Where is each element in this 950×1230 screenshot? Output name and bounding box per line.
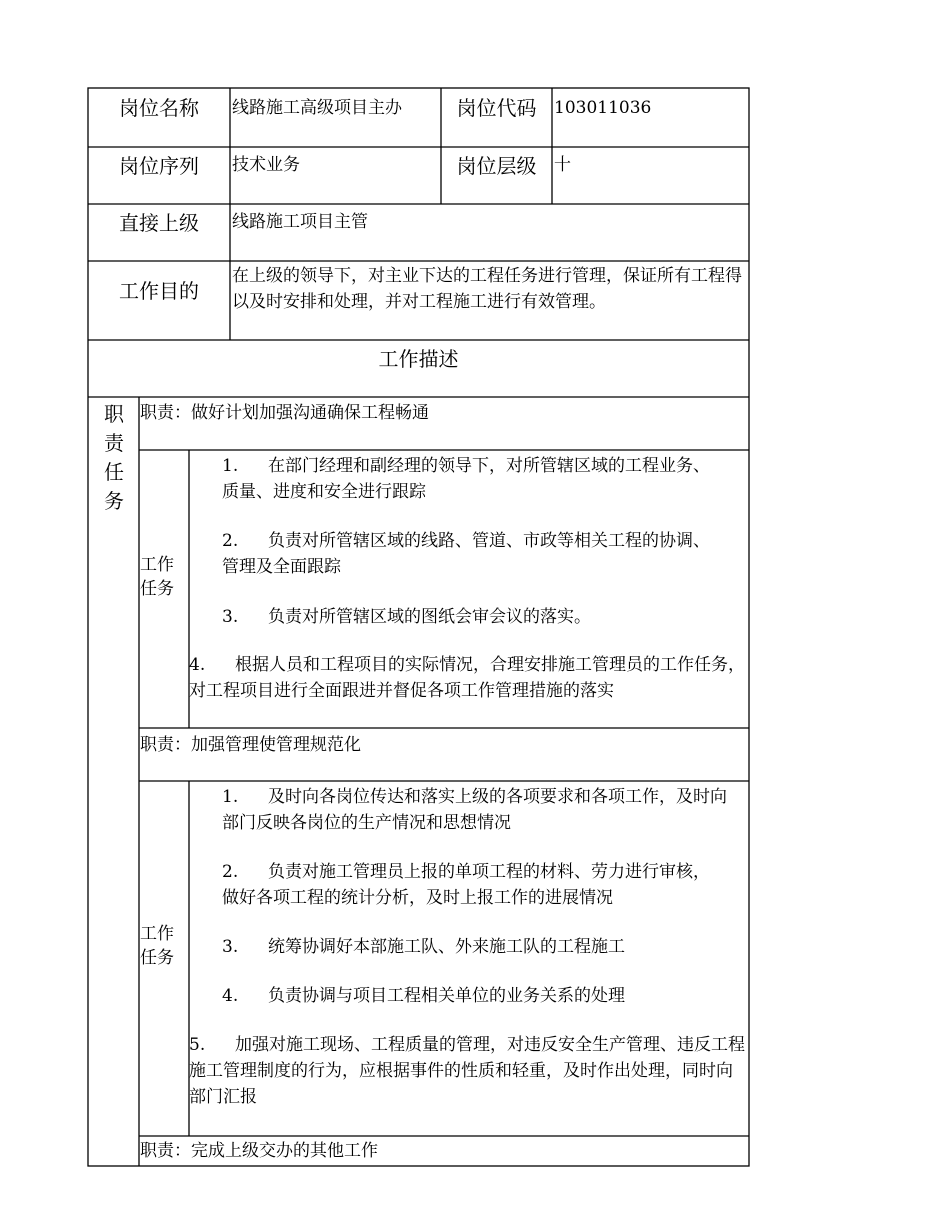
list-item (222, 528, 722, 580)
list-item-number: 1. (222, 787, 239, 807)
post-name-label: 岗位名称 (119, 96, 199, 120)
post-level-value: 十 (554, 155, 571, 175)
post-code-value: 103011036 (554, 98, 652, 118)
duty-side-label: 职责任务 (104, 402, 124, 513)
list-item (222, 934, 722, 960)
list-item-number: 4. (189, 655, 206, 675)
task-label: 工作任务 (140, 924, 174, 968)
post-seq-value: 技术业务 (232, 155, 300, 175)
superior-label: 直接上级 (119, 211, 199, 235)
list-item-text: 统筹协调好本部施工队、外来施工队的工程施工 (268, 937, 625, 957)
objective-value: 在上级的领导下，对主业下达的工程任务进行管理，保证所有工程得以及时安排和处理，并对工程施工进行有效管理。 (232, 266, 742, 312)
list-item-number: 2. (222, 862, 239, 882)
list-item-text: 负责对施工管理员上报的单项工程的材料、劳力进行审核，做好各项工程的统计分析，及时上报工作的进展情况 (222, 862, 710, 908)
objective-label: 工作目的 (119, 279, 199, 303)
list-item-text: 负责协调与项目工程相关单位的业务关系的处理 (268, 986, 625, 1006)
list-item-number: 3. (222, 607, 239, 627)
list-item-number: 5. (189, 1035, 206, 1055)
post-seq-label: 岗位序列 (119, 154, 199, 178)
description-title: 工作描述 (378, 347, 459, 371)
duty-title: 职责：做好计划加强沟通确保工程畅通 (140, 403, 429, 423)
list-item-text: 根据人员和工程项目的实际情况，合理安排施工管理员的工作任务，对工程项目进行全面跟进并督促各项工作管理措施的落实 (189, 655, 745, 701)
post-name-value: 线路施工高级项目主办 (232, 98, 402, 118)
post-level-label: 岗位层级 (456, 154, 537, 178)
duty-title: 职责：完成上级交办的其他工作 (140, 1141, 378, 1161)
list-item (222, 453, 722, 505)
task-label: 工作任务 (140, 555, 174, 599)
list-item-text: 负责对所管辖区域的图纸会审会议的落实。 (268, 607, 591, 627)
list-item-number: 1. (222, 456, 239, 476)
post-code-label: 岗位代码 (456, 96, 537, 120)
list-item (189, 1032, 745, 1110)
list-item-number: 3. (222, 937, 239, 957)
list-item-text: 负责对所管辖区域的线路、管道、市政等相关工程的协调、管理及全面跟踪 (222, 531, 710, 577)
list-item (189, 652, 745, 704)
superior-value: 线路施工项目主管 (232, 212, 368, 232)
list-item-number: 2. (222, 531, 239, 551)
list-item-number: 4. (222, 986, 239, 1006)
list-item (222, 983, 722, 1009)
list-item-text: 加强对施工现场、工程质量的管理，对违反安全生产管理、违反工程施工管理制度的行为，应根据事件的性质和轻重，及时作出处理，同时向部门汇报 (189, 1035, 745, 1107)
list-item-text: 在部门经理和副经理的领导下，对所管辖区域的工程业务、质量、进度和安全进行跟踪 (222, 456, 710, 502)
list-item (222, 784, 736, 836)
duty-title: 职责：加强管理使管理规范化 (140, 735, 361, 755)
list-item (222, 604, 722, 630)
list-item (222, 859, 722, 911)
list-item-text: 及时向各岗位传达和落实上级的各项要求和各项工作，及时向部门反映各岗位的生产情况和思想情况 (222, 787, 727, 833)
